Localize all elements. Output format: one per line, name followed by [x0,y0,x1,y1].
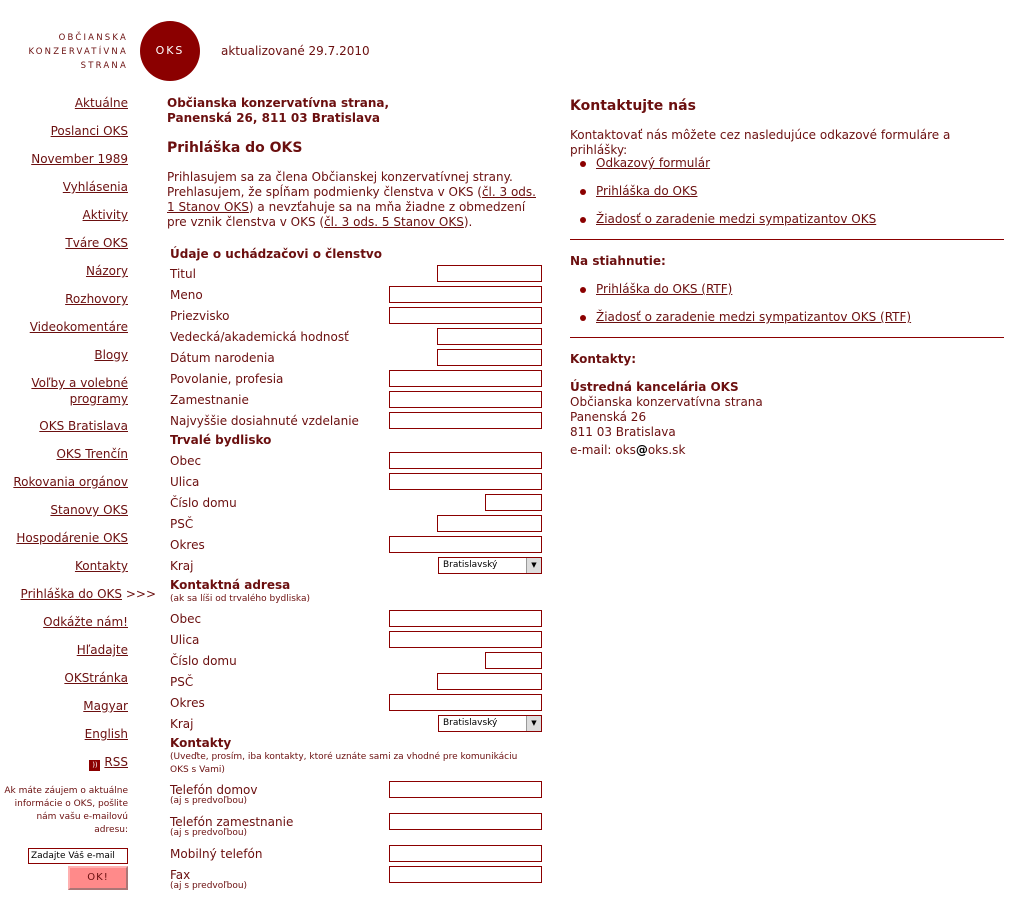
nav-item-oks-trencin[interactable] [0,446,128,462]
chevron-down-icon[interactable]: ▼ [526,558,541,573]
contact-ulica-input[interactable] [389,631,542,648]
nav-item-stanovy[interactable] [0,502,128,518]
nav-item-okstranka[interactable] [0,670,128,686]
field-label: Číslo domu [170,496,237,510]
field-label: Obec [170,454,202,468]
datum-narodenia-input[interactable] [437,349,542,366]
nav-item-magyar[interactable] [0,698,128,714]
nav-link[interactable]: November 1989 [31,152,128,166]
nav-item-oks-bratislava[interactable] [0,418,128,434]
contact-us-heading: Kontaktujte nás [570,98,696,114]
povolanie-input[interactable] [389,370,542,387]
nav-link[interactable]: Poslanci OKS [50,124,128,138]
logo-line: STRANA [80,61,128,71]
nav-link[interactable]: Magyar [83,699,128,713]
contact-intro: Kontaktovať nás môžete cez nasledujúce odkazové formuláre a prihlášky: [570,128,951,157]
current-page-marker: >>> [125,587,156,601]
rss-icon[interactable]: )) [89,760,100,771]
nav-link[interactable]: Vyhlásenia [62,180,128,194]
logo-line: OBČIANSKA [58,33,128,43]
field-label: Dátum narodenia [170,351,275,365]
ok-button[interactable]: OK! [68,866,128,890]
field-row [170,673,542,693]
org-line: Občianska konzervatívna strana, [167,96,390,110]
field-label: Ulica [170,633,200,647]
hodnost-input[interactable] [437,328,542,345]
okres-input[interactable] [389,536,542,553]
email-field[interactable] [28,848,128,864]
nav-link[interactable]: Názory [85,264,128,278]
field-row [170,286,542,306]
field-label: Najvyššie dosiahnuté vzdelanie [170,414,359,428]
nav-link[interactable]: RSS [104,755,128,769]
nav-link[interactable]: Aktivity [82,208,128,222]
nav-item-aktualne[interactable] [0,95,128,111]
field-label: Meno [170,288,203,302]
nav-item-rss[interactable] [0,754,128,771]
priezvisko-input[interactable] [389,307,542,324]
field-row [170,349,542,369]
nav-item-poslanci[interactable] [0,123,128,139]
field-label: Telefón domov [170,783,258,797]
download-heading: Na stiahnutie: [570,254,666,268]
chevron-down-icon[interactable]: ▼ [526,716,541,731]
field-label: Mobilný telefón [170,847,263,861]
intro-part: ) a nevzťahuje sa na mňa žiadne z obmedzení pre vznik členstva v OKS ( [167,200,526,229]
field-label: Kraj [170,717,194,731]
field-label: Telefón zamestnanie [170,815,294,829]
contact-cislo-domu-input[interactable] [485,652,542,669]
field-row [170,631,542,651]
field-row [170,652,542,672]
bullet-icon [580,161,586,167]
org-address [167,96,547,126]
office-line: Občianska konzervatívna strana [570,395,763,409]
list-item[interactable] [596,282,732,296]
updated-date: aktualizované 29.7.2010 [221,44,370,58]
field-row [170,473,542,493]
nav-link[interactable]: Odkážte nám! [43,615,128,629]
logo-line: KONZERVATÍVNA [28,47,128,57]
nav-link[interactable]: Hľadajte [76,643,128,657]
nav-item-rokovania[interactable] [0,474,128,490]
field-row [170,781,542,806]
prihlaska-rtf-link[interactable]: Prihláška do OKS (RTF) [596,282,733,296]
nav-link[interactable]: Videokomentáre [29,320,128,334]
field-hint: (aj s predvoľbou) [170,881,248,891]
list-item[interactable] [596,156,710,170]
vzdelanie-input[interactable] [389,412,542,429]
field-row [170,370,542,390]
field-label: Číslo domu [170,654,237,668]
field-label: PSČ [170,517,194,531]
email-text: e-mail: oks [570,443,636,457]
field-hint: (aj s predvoľbou) [170,796,248,806]
intro-text [167,170,542,230]
field-row [170,536,542,556]
nav-item-nazory[interactable] [0,263,128,279]
bullet-icon [580,287,586,293]
field-label: Fax [170,868,191,882]
nav-link[interactable]: OKS Trenčín [56,447,128,461]
field-row [170,494,542,514]
field-row [170,515,542,535]
ziadost-rtf-link[interactable]: Žiadosť o zaradenie medzi sympatizantov OKS (RTF) [596,310,912,324]
nav-item-hladajte[interactable] [0,642,128,658]
nav-link[interactable]: English [84,727,128,741]
list-item[interactable] [596,212,876,226]
field-label: Ulica [170,475,200,489]
field-row [170,412,542,432]
nav-link[interactable]: OKS Bratislava [39,419,128,433]
bullet-icon [580,189,586,195]
field-row [170,866,542,891]
application-form [167,96,547,891]
field-label: Titul [170,267,196,281]
field-label: Obec [170,612,202,626]
phone-mobile-input[interactable] [389,845,542,862]
nav-link[interactable]: Prihláška do OKS [20,587,122,601]
kraj-value: Bratislavský [443,560,498,570]
office-email [570,443,685,458]
psc-input[interactable] [437,515,542,532]
field-row [170,845,542,865]
kraj-value: Bratislavský [443,718,498,728]
contact-okres-input[interactable] [389,694,542,711]
nav-item-english[interactable] [0,726,128,742]
logo-text[interactable] [20,31,128,73]
field-row [170,610,542,630]
obec-input[interactable] [389,452,542,469]
fax-input[interactable] [389,866,542,883]
list-item[interactable] [596,184,697,198]
kraj-select[interactable] [438,557,542,574]
field-label: Priezvisko [170,309,230,323]
office-line: 811 03 Bratislava [570,425,676,439]
nav-item-tvare[interactable] [0,235,128,251]
intro-part: ). [463,215,473,229]
divider [570,337,1004,338]
field-label: Kraj [170,559,194,573]
intro-part: Prihlasujem sa za člena Občianskej konzervatívnej strany. Prehlasujem, že spĺňam podmienky členstva v OKS ( [167,170,513,199]
contacts-heading: Kontakty: [570,352,637,366]
contacts-note: (Uveďte, prosím, iba kontakty, ktoré uznáte sami za vhodné pre komunikáciu OKS s Vami) [170,752,518,775]
nav-item-rozhovory[interactable] [0,291,128,307]
prihlaska-link[interactable]: Prihláška do OKS [596,184,698,198]
stanovy-link-2[interactable]: čl. 3 ods. 5 Stanov OKS [324,215,464,229]
field-label: Okres [170,696,205,710]
nav-item-blogy[interactable] [0,347,128,363]
zamestnanie-input[interactable] [389,391,542,408]
field-row [170,694,542,714]
nav-link[interactable]: Hospodárenie OKS [16,531,128,545]
nav-item-aktivity[interactable] [0,207,128,223]
section-applicant: Údaje o uchádzačovi o členstvo [170,247,382,261]
nav-link[interactable]: Rokovania orgánov [13,475,128,489]
field-row [170,452,542,472]
section-permanent-address: Trvalé bydlisko [170,433,272,447]
section-contact-address: Kontaktná adresa [170,578,291,592]
field-hint: (aj s predvoľbou) [170,828,248,838]
field-row [170,265,542,285]
field-row [170,715,542,735]
divider [570,239,1004,240]
field-row [170,557,542,577]
titul-input[interactable] [437,265,542,282]
bullet-icon [580,217,586,223]
contact-obec-input[interactable] [389,610,542,627]
nav-item-hospodarenie[interactable] [0,530,128,546]
field-row [170,307,542,327]
list-item[interactable] [596,310,911,324]
nav-link[interactable]: Stanovy OKS [50,503,128,517]
contact-psc-input[interactable] [437,673,542,690]
subscribe-text: Ak máte záujem o aktuálne informácie o OKS, pošlite nám vašu e-mailovú adresu: [4,786,128,835]
contact-kraj-select[interactable] [438,715,542,732]
office-line: Panenská 26 [570,410,647,424]
nav-link[interactable]: OKStránka [64,671,128,685]
nav-link[interactable]: Voľby a volebné programy [31,376,128,406]
meno-input[interactable] [389,286,542,303]
nav-item-volby[interactable] [18,375,128,407]
field-label: Zamestnanie [170,393,249,407]
nav-link[interactable]: Aktuálne [74,96,128,110]
field-label: Povolanie, profesia [170,372,284,386]
nav-link[interactable]: Blogy [94,348,128,362]
nav-item-kontakty[interactable] [0,558,128,574]
page-title: Prihláška do OKS [167,140,303,156]
nav-item-prihlaska[interactable] [16,586,156,602]
stanovy-link-1[interactable]: čl. 3 ods. 1 Stanov OKS [167,185,536,214]
cislo-domu-input[interactable] [485,494,542,511]
phone-home-input[interactable] [389,781,542,798]
logo-circle[interactable]: OKS [140,21,200,81]
nav-link[interactable]: Rozhovory [65,292,128,306]
contact-address-note: (ak sa líši od trvalého bydliska) [170,594,310,604]
nav-item-videokomentare[interactable] [0,319,128,335]
nav-link[interactable]: Kontakty [74,559,128,573]
ulica-input[interactable] [389,473,542,490]
ziadost-sympatizant-link[interactable]: Žiadosť o zaradenie medzi sympatizantov OKS [596,212,877,226]
field-row [170,328,542,348]
odkazovy-formular-link[interactable]: Odkazový formulár [596,156,711,170]
at-icon: @ [635,443,648,457]
field-row [170,391,542,411]
phone-work-input[interactable] [389,813,542,830]
nav-item-november-1989[interactable] [0,151,128,167]
office-name: Ústredná kancelária OKS [570,380,739,394]
email-text: oks.sk [647,443,686,457]
field-label: Okres [170,538,205,552]
field-label: PSČ [170,675,194,689]
org-line: Panenská 26, 811 03 Bratislava [167,111,381,125]
nav-item-vyhlasenia[interactable] [0,179,128,195]
section-contacts: Kontakty [170,736,232,750]
bullet-icon [580,315,586,321]
nav-link[interactable]: Tváre OKS [65,236,128,250]
field-row [170,813,542,838]
nav-item-odkazte[interactable] [0,614,128,630]
field-label: Vedecká/akademická hodnosť [170,330,349,344]
